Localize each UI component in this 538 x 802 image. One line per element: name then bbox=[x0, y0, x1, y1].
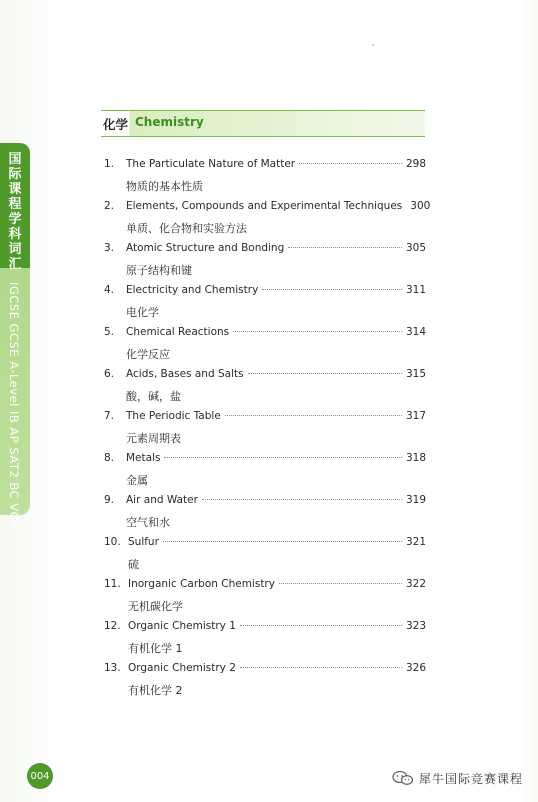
toc-entry-title-cn: 电化学 bbox=[126, 306, 159, 319]
toc-entry-line bbox=[126, 284, 426, 296]
toc-entry bbox=[104, 326, 426, 368]
toc-entry-page: 321 bbox=[405, 536, 426, 548]
toc-entry-page: 315 bbox=[405, 368, 426, 380]
side-tab-title-char: 词 bbox=[8, 242, 22, 257]
toc-entry-title-cn: 酸，碱，盐 bbox=[126, 390, 181, 403]
toc-entry-title-cn: 硫 bbox=[128, 558, 139, 571]
toc-leader-dots bbox=[299, 163, 402, 164]
toc-entry-number: 5. bbox=[104, 326, 115, 338]
side-tab-title-char: 际 bbox=[8, 167, 22, 182]
page-number-badge: 004 bbox=[27, 763, 53, 789]
toc-entry-title: The Particulate Nature of Matter bbox=[126, 158, 296, 170]
toc-entry-line bbox=[128, 578, 426, 590]
toc-entry-title-cn: 有机化学 1 bbox=[128, 642, 183, 655]
toc-entry-line bbox=[126, 242, 426, 254]
toc-entry-line bbox=[126, 158, 426, 170]
toc-entry-title: Chemical Reactions bbox=[126, 326, 230, 338]
print-speck bbox=[372, 44, 374, 46]
toc-entry-page: 298 bbox=[405, 158, 426, 170]
toc-entry bbox=[104, 200, 431, 242]
side-tab-title-char: 汇 bbox=[8, 257, 22, 272]
toc-entry-page: 300 bbox=[410, 200, 431, 212]
toc-entry bbox=[104, 494, 426, 536]
side-tab-title-char: 程 bbox=[8, 197, 22, 212]
section-title-cn: 化学 bbox=[103, 117, 129, 132]
toc-entry-title: Organic Chemistry 1 bbox=[128, 620, 236, 632]
toc-entry-page: 319 bbox=[405, 494, 426, 506]
toc-entry-title-cn: 元素周期表 bbox=[126, 432, 181, 445]
toc-entry-number: 2. bbox=[104, 200, 115, 212]
toc-leader-dots bbox=[279, 583, 402, 584]
toc-entry-title: Organic Chemistry 2 bbox=[128, 662, 236, 674]
toc-entry bbox=[104, 410, 426, 452]
toc-entry-number: 10. bbox=[104, 536, 121, 548]
toc-entry-number: 13. bbox=[104, 662, 121, 674]
toc-entry-title-cn: 原子结构和键 bbox=[126, 264, 192, 277]
section-header bbox=[101, 110, 425, 137]
toc-entry-number: 1. bbox=[104, 158, 115, 170]
toc-leader-dots bbox=[248, 373, 402, 374]
toc-entry-line bbox=[128, 536, 426, 548]
toc-entry bbox=[104, 536, 426, 578]
toc-entry-title-cn: 化学反应 bbox=[126, 348, 170, 361]
toc-entry-title: Sulfur bbox=[128, 536, 159, 548]
toc-entry-number: 6. bbox=[104, 368, 115, 380]
watermark bbox=[392, 768, 523, 788]
toc-entry-number: 4. bbox=[104, 284, 115, 296]
toc-entry-page: 322 bbox=[405, 578, 426, 590]
toc-entry-title-cn: 单质、化合物和实验方法 bbox=[126, 222, 247, 235]
toc-leader-dots bbox=[164, 457, 401, 458]
toc-entry-page: 317 bbox=[405, 410, 426, 422]
toc-entry bbox=[104, 158, 426, 200]
side-tab-title bbox=[0, 152, 30, 272]
toc-entry-page: 305 bbox=[405, 242, 426, 254]
toc-entry bbox=[104, 620, 426, 662]
toc-entry-page: 326 bbox=[405, 662, 426, 674]
toc-entry-title: The Periodic Table bbox=[126, 410, 221, 422]
toc-entry-line bbox=[126, 200, 431, 212]
toc-entry-line bbox=[126, 410, 426, 422]
toc-entry bbox=[104, 368, 426, 410]
toc-entry-page: 311 bbox=[405, 284, 426, 296]
toc-entry-number: 8. bbox=[104, 452, 115, 464]
side-tab-title-char: 学 bbox=[8, 212, 22, 227]
toc-entry-title: Air and Water bbox=[126, 494, 198, 506]
toc-leader-dots bbox=[288, 247, 402, 248]
toc-entry-title: Atomic Structure and Bonding bbox=[126, 242, 285, 254]
toc-leader-dots bbox=[240, 625, 402, 626]
toc-entry bbox=[104, 578, 426, 620]
toc-entry-number: 7. bbox=[104, 410, 115, 422]
toc-entry-title: Electricity and Chemistry bbox=[126, 284, 259, 296]
toc-entry-title: Metals bbox=[126, 452, 161, 464]
toc-entry bbox=[104, 242, 426, 284]
toc-entry-title-cn: 有机化学 2 bbox=[128, 684, 183, 697]
toc-entry-line bbox=[128, 620, 426, 632]
toc-entry-title-cn: 空气和水 bbox=[126, 516, 170, 529]
toc-entry-title: Elements, Compounds and Experimental Techniques bbox=[126, 200, 403, 212]
side-tab-title-char: 课 bbox=[8, 182, 22, 197]
toc-entry-page: 314 bbox=[405, 326, 426, 338]
toc-leader-dots bbox=[225, 415, 402, 416]
toc-entry-page: 318 bbox=[405, 452, 426, 464]
toc-entry-number: 3. bbox=[104, 242, 115, 254]
toc-leader-dots bbox=[163, 541, 402, 542]
toc-entry-line bbox=[126, 494, 426, 506]
toc-entry-title-cn: 物质的基本性质 bbox=[126, 180, 203, 193]
toc-entry bbox=[104, 452, 426, 494]
toc-entry-line bbox=[128, 662, 426, 674]
toc-leader-dots bbox=[262, 289, 402, 290]
toc-entry-number: 12. bbox=[104, 620, 121, 632]
toc-entry-page: 323 bbox=[405, 620, 426, 632]
wechat-icon bbox=[392, 770, 414, 786]
side-tab-title-char: 科 bbox=[8, 227, 22, 242]
toc-entry-title-cn: 无机碳化学 bbox=[128, 600, 183, 613]
toc-entry bbox=[104, 284, 426, 326]
toc-entry-title: Acids, Bases and Salts bbox=[126, 368, 244, 380]
toc-entry-line bbox=[126, 326, 426, 338]
toc-entry-number: 9. bbox=[104, 494, 115, 506]
toc-leader-dots bbox=[233, 331, 402, 332]
toc-entry-number: 11. bbox=[104, 578, 121, 590]
toc-entry-title: Inorganic Carbon Chemistry bbox=[128, 578, 275, 590]
toc-leader-dots bbox=[202, 499, 402, 500]
side-tab-title-char: 国 bbox=[8, 152, 22, 167]
side-tab-exam-list: IGCSE GCSE A-Level IB AP SAT2 BC VCE bbox=[7, 282, 21, 528]
toc-leader-dots bbox=[240, 667, 402, 668]
watermark-text: 犀牛国际竞赛课程 bbox=[419, 771, 524, 786]
toc-entry-line bbox=[126, 452, 426, 464]
section-title-en: Chemistry bbox=[135, 115, 204, 129]
toc-entry-line bbox=[126, 368, 426, 380]
toc-entry-title-cn: 金属 bbox=[126, 474, 148, 487]
toc-entry bbox=[104, 662, 426, 704]
